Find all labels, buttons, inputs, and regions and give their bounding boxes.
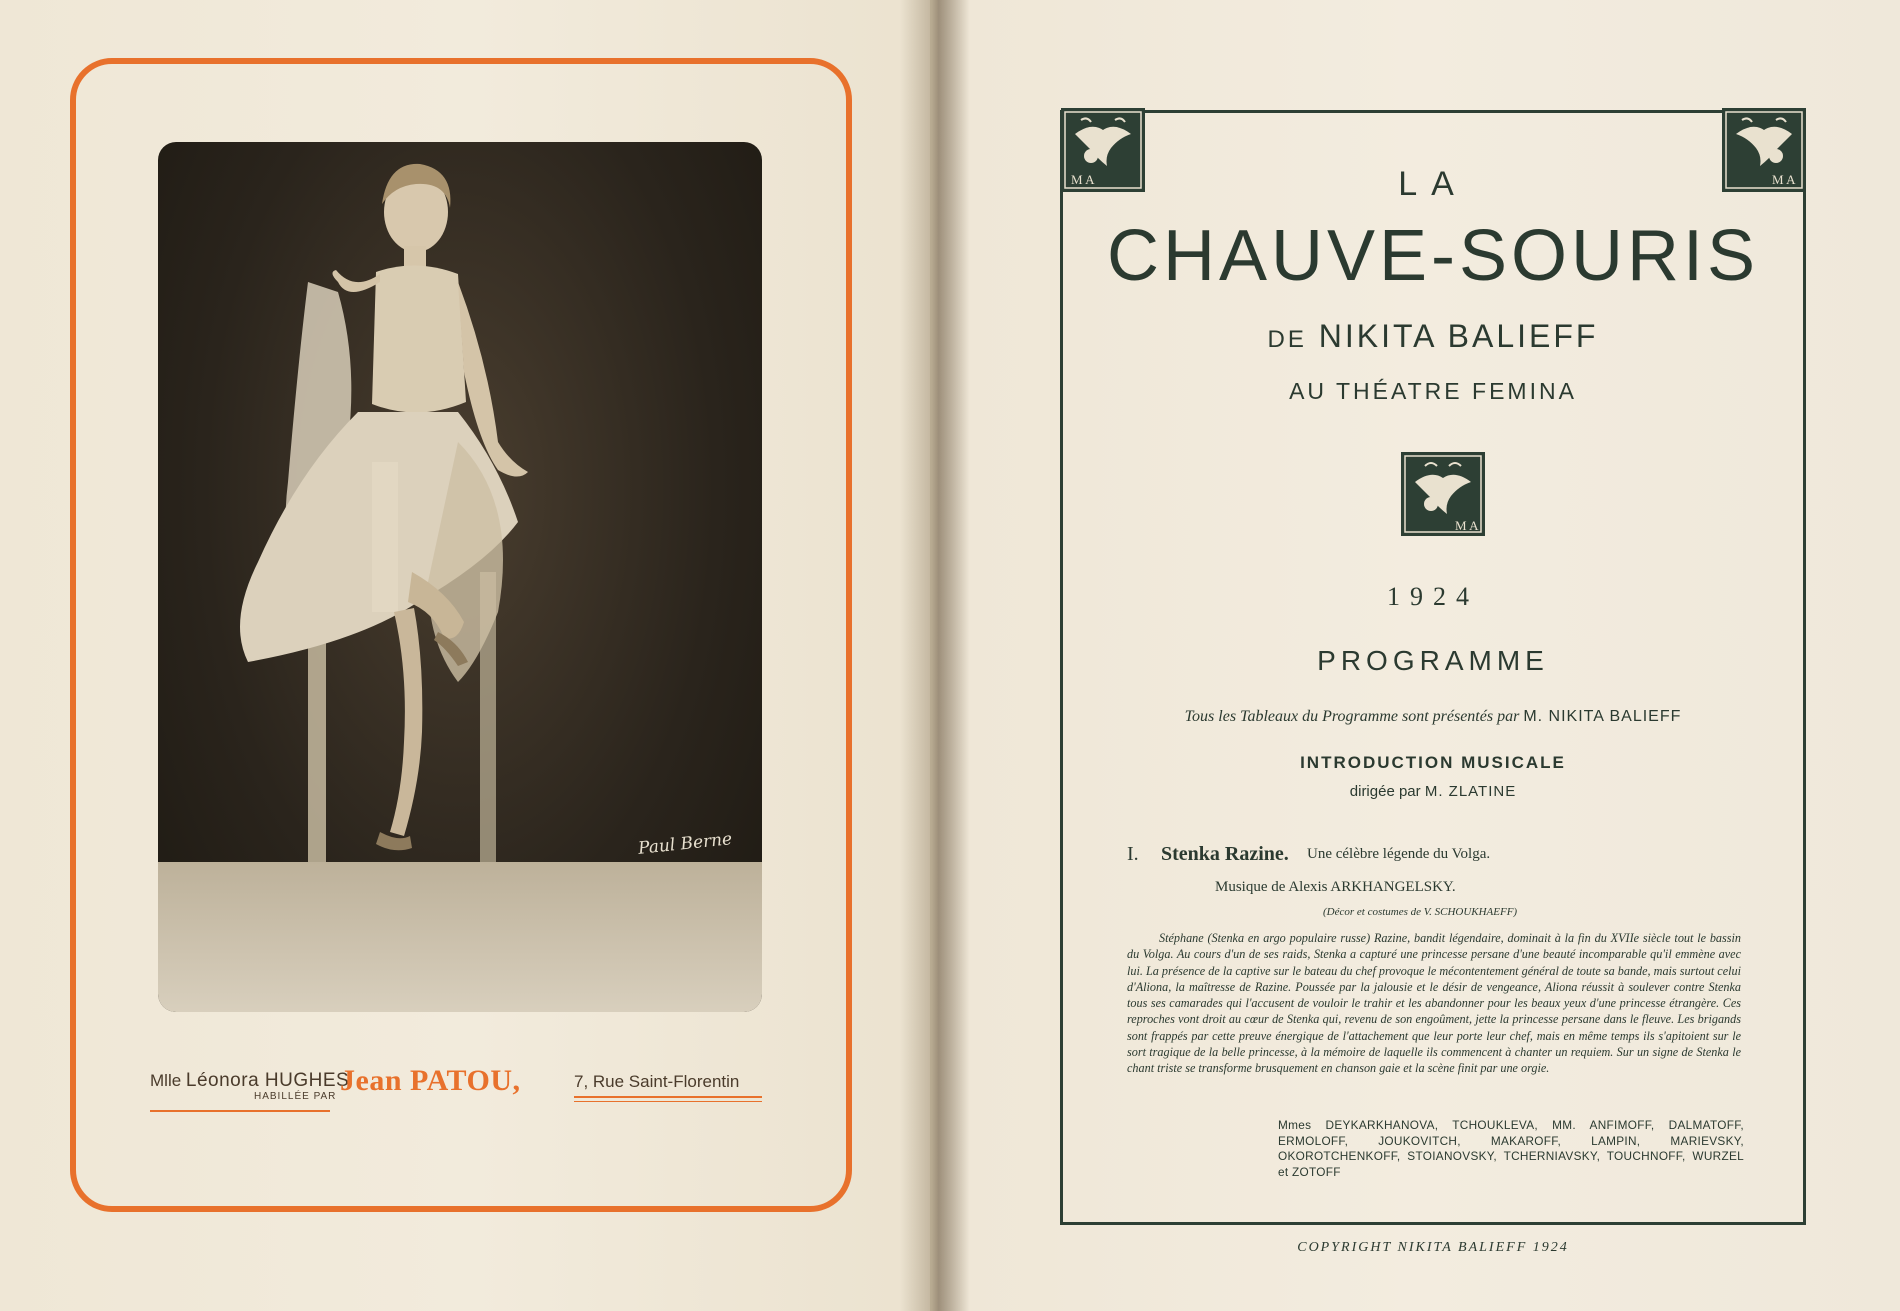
- caption-underline: [150, 1110, 330, 1112]
- intro-heading: INTRODUCTION MUSICALE: [1300, 753, 1566, 772]
- caption-dressed-by: HABILLÉE PAR: [254, 1091, 337, 1102]
- item-number: I.: [1127, 843, 1139, 865]
- directed-name: M. ZLATINE: [1424, 783, 1517, 800]
- caption-brand: Jean PATOU,: [340, 1064, 521, 1097]
- directed-text: dirigée par: [1349, 783, 1421, 800]
- photo-caption: [150, 1064, 770, 1104]
- caption-name-prefix: Mlle: [150, 1071, 182, 1090]
- title-article: LA: [1398, 165, 1468, 203]
- caption-address: 7, Rue Saint-Florentin: [574, 1072, 740, 1091]
- portrait-photo: [158, 142, 762, 1012]
- presented-text: Tous les Tableaux du Programme sont présentés par: [1184, 708, 1520, 725]
- item-title: Stenka Razine.: [1161, 843, 1289, 865]
- author-prefix: DE: [1267, 326, 1307, 353]
- item-music-credit: Musique de Alexis ARKHANGELSKY.: [1215, 879, 1456, 895]
- book-gutter: [900, 0, 970, 1311]
- emblem-monogram: M A: [1071, 172, 1095, 187]
- emblem-monogram: M A: [1772, 172, 1796, 187]
- item-synopsis: Stéphane (Stenka en argo populaire russe) Razine, bandit légendaire, dominait à la fin du XVIIe siècle tout le bassin du Volga. Au cours d'un de ses raids, Stenka a capturé une princesse persane d'une beauté incomparable qu'il emmène avec lui. La présence de la captive sur le bateau du chef provoque le mécontentement général de toute sa bande, mais surtout celui d'Aliona, la maîtresse de Razine. Poussée par la jalousie et le désir de vengeance, Aliona réussit à soulever contre Stenka tous ses camarades qui l'accusent de vouloir le trahir et les abandonner pour les beaux yeux d'une princesse étrangère. Ces reproches vont droit au cœur de Stenka qui, revenu de son engoûment, jette la princesse persane dans le fleuve. Les brigands sont frappés par cette preuve énergique de l'attachement que leur porte leur chef, mais en même temps ils s'apitoient sur le sort tragique de la belle princesse, à la mémoire de laquelle ils commencent à chanter un requiem. Sur un signe de Stenka le chant triste se transforme brusquement en chanson gaie et la scène finit par une orgie.: [1127, 931, 1741, 1076]
- caption-model-name: [150, 1070, 349, 1092]
- copyright-line: COPYRIGHT NIKITA BALIEFF 1924: [1297, 1240, 1569, 1255]
- directed-by-line: [1060, 783, 1806, 800]
- caption-name-text: Léonora HUGHES: [185, 1070, 350, 1091]
- item-decor-credit: (Décor et costumes de V. SCHOUKHAEFF): [1323, 906, 1518, 918]
- item-cast-list: Mmes DEYKARKHANOVA, TCHOUKLEVA, MM. ANFIMOFF, DALMATOFF, ERMOLOFF, JOUKOVITCH, MAKAROFF, LAMPIN, MARIEVSKY, OKOROTCHENKOFF, STOIANOVSKY, TCHERNIAVSKY, TOUCHNOFF, WURZEL et ZOTOFF: [1278, 1118, 1744, 1179]
- theatre-name: AU THÉATRE FEMINA: [1289, 378, 1577, 404]
- caption-underline: [574, 1096, 762, 1098]
- bat-emblem-icon: [1401, 452, 1485, 536]
- caption-underline: [574, 1101, 762, 1102]
- presented-name: M. NIKITA BALIEFF: [1523, 708, 1682, 725]
- photographer-signature: Paul Berne: [636, 829, 733, 859]
- left-page: [0, 0, 940, 1311]
- page-title: CHAUVE-SOURIS: [1106, 216, 1760, 296]
- author-name: NIKITA BALIEFF: [1318, 318, 1599, 354]
- dancer-figure-illustration: [158, 142, 762, 1012]
- presented-by-line: [1060, 708, 1806, 726]
- title-author: [1060, 318, 1806, 355]
- programme-heading: PROGRAMME: [1317, 645, 1549, 676]
- programme-year: 1924: [1387, 582, 1479, 611]
- item-description: Une célèbre légende du Volga.: [1307, 846, 1491, 862]
- emblem-monogram: M A: [1455, 518, 1479, 533]
